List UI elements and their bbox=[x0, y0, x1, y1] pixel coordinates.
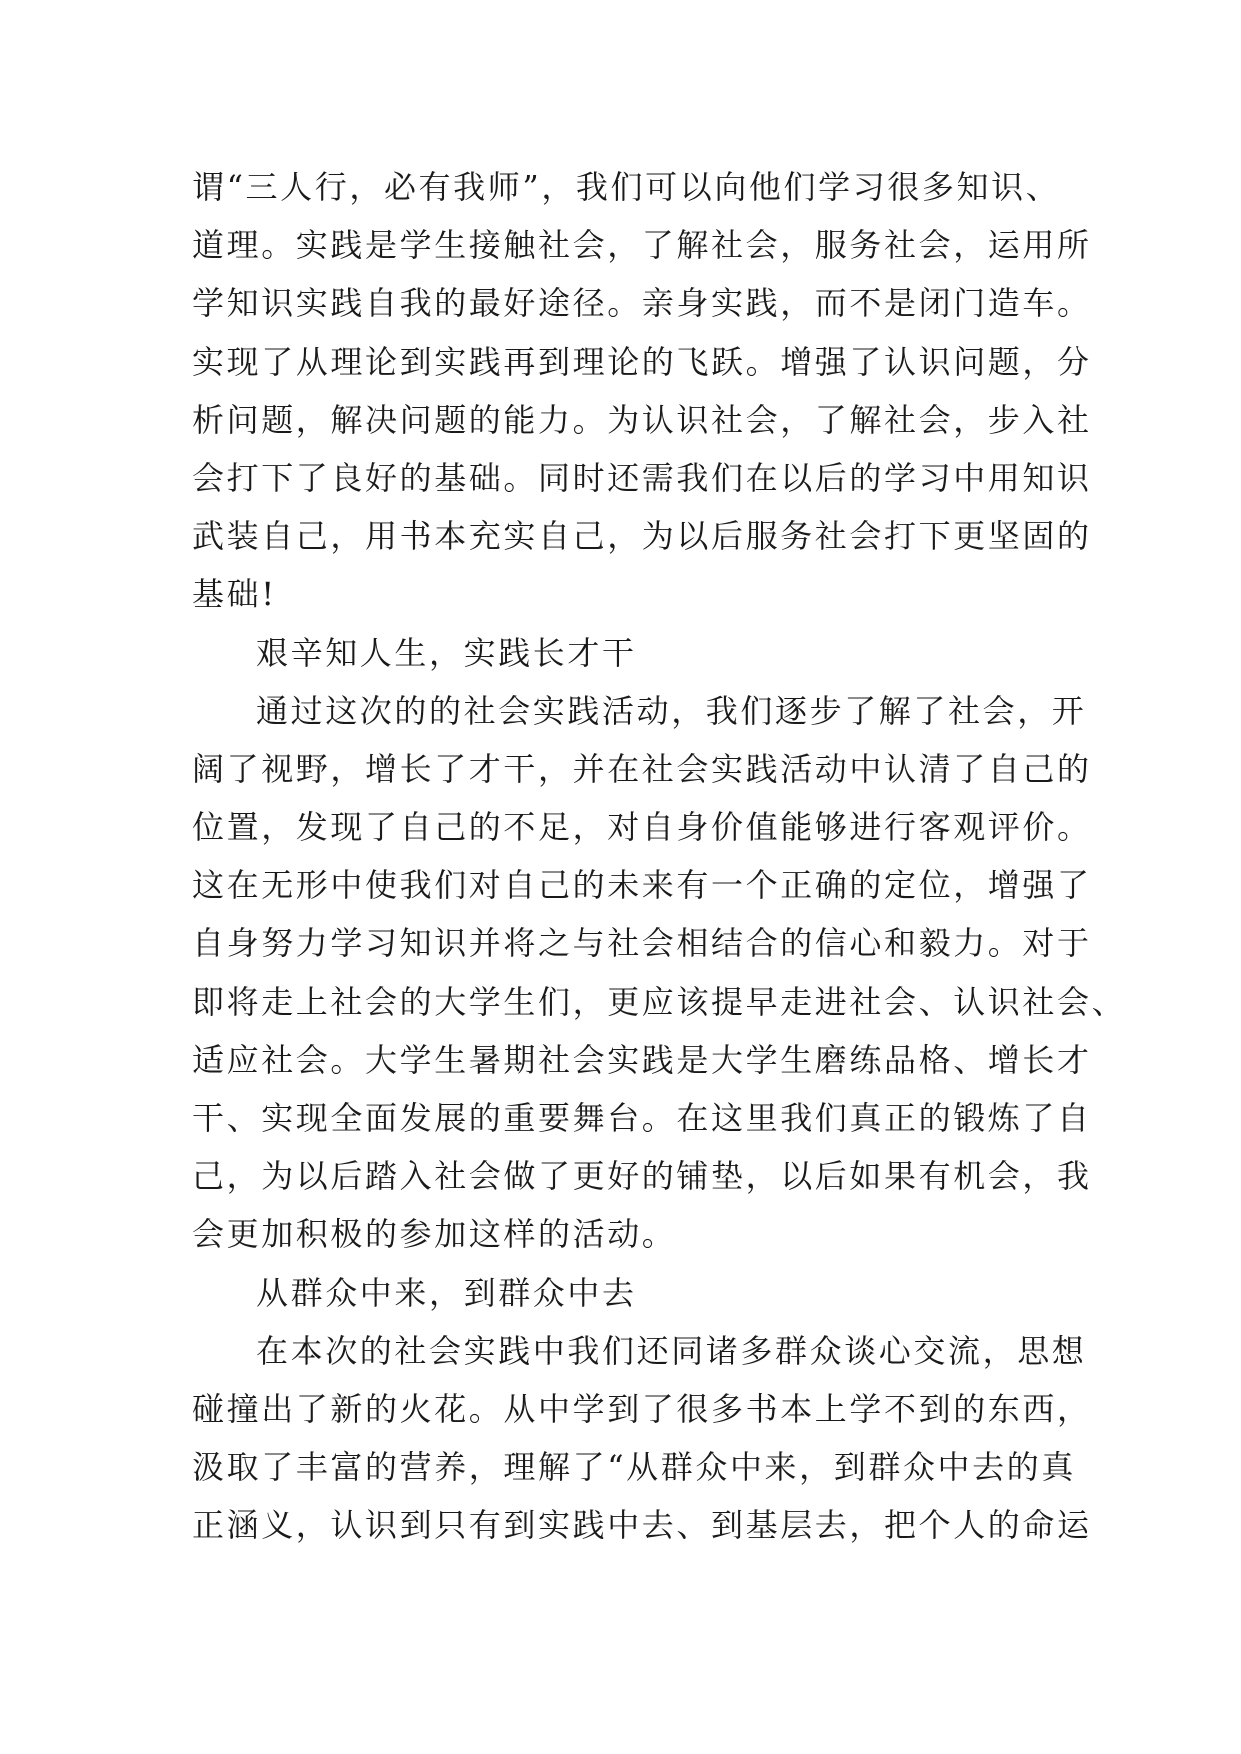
text-line: 即将走上社会的大学生们，更应该提早走进社会、认识社会、 bbox=[192, 982, 1127, 1021]
text-line: 碰撞出了新的火花。从中学到了很多书本上学不到的东西， bbox=[192, 1389, 1092, 1428]
text-line: 学知识实践自我的最好途径。亲身实践，而不是闭门造车。 bbox=[192, 284, 1092, 323]
text-line: 汲取了丰富的营养，理解了“从群众中来，到群众中去的真 bbox=[192, 1448, 1076, 1487]
section-heading: 从群众中来，到群众中去 bbox=[256, 1273, 637, 1312]
text-line: 实现了从理论到实践再到理论的飞跃。增强了认识问题，分 bbox=[192, 342, 1092, 381]
text-line: 这在无形中使我们对自己的未来有一个正确的定位，增强了 bbox=[192, 866, 1092, 905]
section-heading: 艰辛知人生，实践长才干 bbox=[256, 633, 637, 672]
text-line: 己，为以后踏入社会做了更好的铺垫，以后如果有机会，我 bbox=[192, 1157, 1092, 1196]
text-line: 道理。实践是学生接触社会，了解社会，服务社会，运用所 bbox=[192, 226, 1092, 265]
text-line: 位置，发现了自己的不足，对自身价值能够进行客观评价。 bbox=[192, 808, 1092, 847]
text-line: 干、实现全面发展的重要舞台。在这里我们真正的锻炼了自 bbox=[192, 1099, 1092, 1137]
text-line: 会打下了良好的基础。同时还需我们在以后的学习中用知识 bbox=[192, 458, 1092, 497]
paragraph-first-line: 在本次的社会实践中我们还同诸多群众谈心交流，思想 bbox=[256, 1331, 1087, 1370]
text-line: 自身努力学习知识并将之与社会相结合的信心和毅力。对于 bbox=[192, 924, 1092, 963]
text-line: 析问题，解决问题的能力。为认识社会，了解社会，步入社 bbox=[192, 400, 1092, 439]
text-line: 正涵义，认识到只有到实践中去、到基层去，把个人的命运 bbox=[192, 1506, 1092, 1545]
text-line: 基础! bbox=[192, 575, 277, 614]
text-line: 阔了视野，增长了才干，并在社会实践活动中认清了自己的 bbox=[192, 749, 1092, 788]
text-line: 适应社会。大学生暑期社会实践是大学生磨练品格、增长才 bbox=[192, 1040, 1092, 1079]
body-text bbox=[192, 158, 1127, 1555]
paragraph-first-line: 通过这次的的社会实践活动，我们逐步了解了社会，开 bbox=[256, 691, 1087, 730]
text-line: 武装自己，用书本充实自己，为以后服务社会打下更坚固的 bbox=[192, 517, 1092, 556]
text-line: 会更加积极的参加这样的活动。 bbox=[192, 1215, 677, 1254]
text-line: 谓“三人行，必有我师”，我们可以向他们学习很多知识、 bbox=[192, 168, 1061, 206]
